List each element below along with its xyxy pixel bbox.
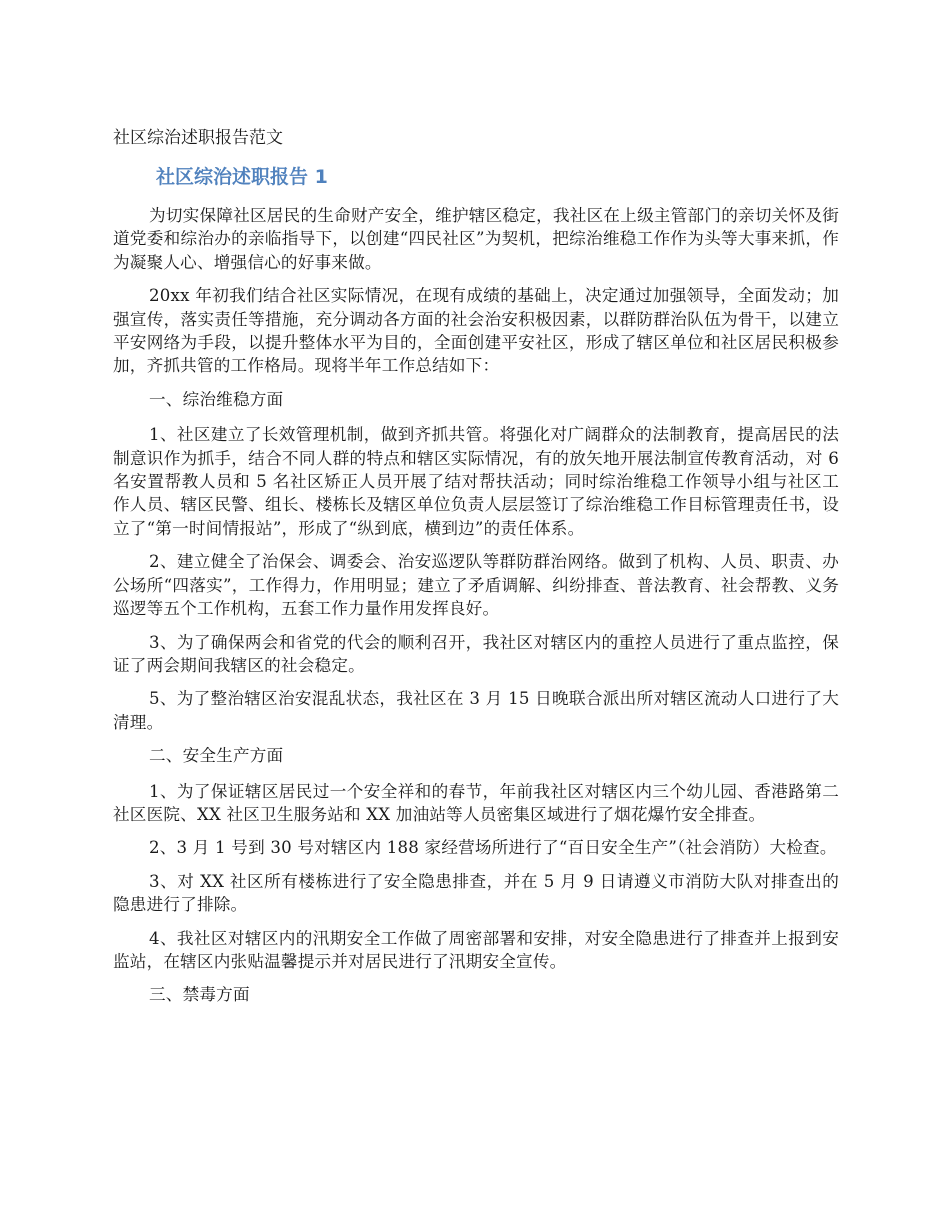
paragraph-stability-5: 5、为了整治辖区治安混乱状态，我社区在 3 月 15 日晚联合派出所对辖区流动人口进行了大清理。 [113, 689, 839, 732]
paragraph-stability-2: 2、建立健全了治保会、调委会、治安巡逻队等群防群治网络。做到了机构、人员、职责、办公场所“四落实”，工作得力，作用明显；建立了矛盾调解、纠纷排查、普法教育、社会帮教、义务巡逻等五个工作机构，五套工作力量作用发挥良好。 [113, 552, 839, 619]
paragraph-safety-4: 4、我社区对辖区内的汛期安全工作做了周密部署和安排，对安全隐患进行了排查并上报到安监站，在辖区内张贴温馨提示并对居民进行了汛期安全宣传。 [113, 928, 839, 971]
section-heading: 社区综治述职报告 1 [156, 166, 328, 188]
paragraph-stability-3: 3、为了确保两会和省党的代会的顺利召开，我社区对辖区内的重控人员进行了重点监控，保证了两会期间我辖区的社会稳定。 [113, 632, 839, 675]
paragraph-intro: 为切实保障社区居民的生命财产安全，维护辖区稳定，我社区在上级主管部门的亲切关怀及街道党委和综治办的亲临指导下，以创建“四民社区”为契机，把综治维稳工作作为头等大事来抓，作为凝聚人心、增强信心的好事来做。 [113, 206, 839, 272]
paragraph-overview: 20xx 年初我们结合社区实际情况，在现有成绩的基础上，决定通过加强领导，全面发动；加强宣传，落实责任等措施，充分调动各方面的社会治安积极因素，以群防群治队伍为骨干，以建立平安网络为手段，以提升整体水平为目的，全面创建平安社区，形成了辖区单位和社区居民积极参加，齐抓共管的工作格局。现将半年工作总结如下： [113, 286, 839, 376]
document-body [113, 204, 839, 1019]
document-title: 社区综治述职报告范文 [113, 128, 283, 148]
paragraph-safety-3: 3、对 XX 社区所有楼栋进行了安全隐患排查，并在 5 月 9 日请遵义市消防大队对排查出的隐患进行了排除。 [113, 871, 839, 915]
subheading-drugs: 三、禁毒方面 [149, 985, 250, 1005]
subheading-stability: 一、综治维稳方面 [149, 389, 284, 409]
subheading-safety: 二、安全生产方面 [149, 746, 284, 766]
paragraph-stability-1: 1、社区建立了长效管理机制，做到齐抓共管。将强化对广阔群众的法制教育，提高居民的法制意识作为抓手，结合不同人群的特点和辖区实际情况，有的放矢地开展法制宣传教育活动，对 6 名安置帮教人员和 5 名社区矫正人员开展了结对帮扶活动；同时综治维稳工作领导小组与社区工作人员、辖区民警、组长、楼栋长及辖区单位负责人层层签订了综治维稳工作目标管理责任书，设立了“第一时间情报站”，形成了“纵到底，横到边”的责任体系。 [113, 425, 839, 538]
paragraph-safety-2: 2、3 月 1 号到 30 号对辖区内 188 家经营场所进行了“百日安全生产”（社会消防）大检查。 [149, 838, 837, 858]
paragraph-safety-1: 1、为了保证辖区居民过一个安全祥和的春节，年前我社区对辖区内三个幼儿园、香港路第二社区医院、XX 社区卫生服务站和 XX 加油站等人员密集区域进行了烟花爆竹安全排查。 [113, 781, 839, 824]
